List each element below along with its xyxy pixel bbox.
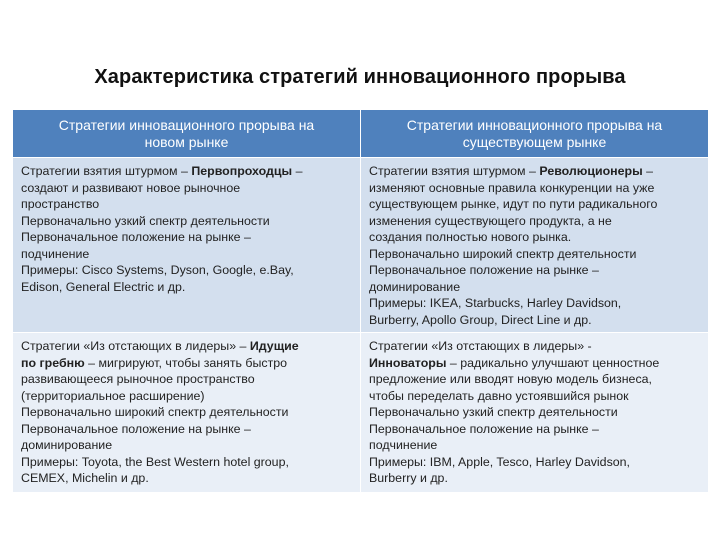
wave-riders-label: Идущие (249, 339, 299, 353)
table-row (13, 333, 709, 493)
revolutionaries-label: Революционеры (539, 164, 643, 178)
table-row (13, 158, 709, 333)
cell-wave-riders: Стратегии «Из отстающих в лидеры» – Идущие по гребню – мигрируют, чтобы занять быстро развивающееся рыночное пространство (территориальное расширение) Первоначально широкий спектр деятельности Первоначальное положение на рынке – доминирование Примеры: Toyota, the Best Western hotel group, CEMEX, Michelin и др. (13, 333, 361, 493)
header-existing-market: Стратегии инновационного прорыва на существующем рынке (361, 110, 709, 158)
pioneers-label: Первопроходцы (191, 164, 293, 178)
strategy-table (12, 109, 709, 493)
table-header-row (13, 110, 709, 158)
page-title: Характеристика стратегий инновационного прорыва (94, 66, 626, 88)
innovators-label: Инноваторы (369, 355, 447, 370)
cell-pioneers: Стратегии взятия штурмом – Первопроходцы – создают и развивают новое рыночное пространство Первоначально узкий спектр деятельности Первоначальное положение на рынке – подчинение Примеры: Cisco Systems, Dyson, Google, e.Bay, Edison, General Electric и др. (13, 158, 361, 333)
cell-innovators: Стратегии «Из отстающих в лидеры» - Инноваторы – радикально улучшают ценностное предложение или вводят новую модель бизнеса, чтобы переделать давно устоявшийся рынок Первоначально узкий спектр деятельности Первоначальное положение на рынке – подчинение Примеры: IBM, Apple, Tesco, Harley Davidson, Burberry и др. (361, 333, 709, 493)
cell-revolutionaries: Стратегии взятия штурмом – Революционеры – изменяют основные правила конкуренции на уже существующем рынке, идут по пути радикального изменения существующего продукта, а не создания полностью нового рынка. Первоначально широкий спектр деятельности Первоначальное положение на рынке – доминирование Примеры: IKEA, Starbucks, Harley Davidson, Burberry, Apollo Group, Direct Line и др. (361, 158, 709, 333)
header-new-market: Стратегии инновационного прорыва на новом рынке (13, 110, 361, 158)
